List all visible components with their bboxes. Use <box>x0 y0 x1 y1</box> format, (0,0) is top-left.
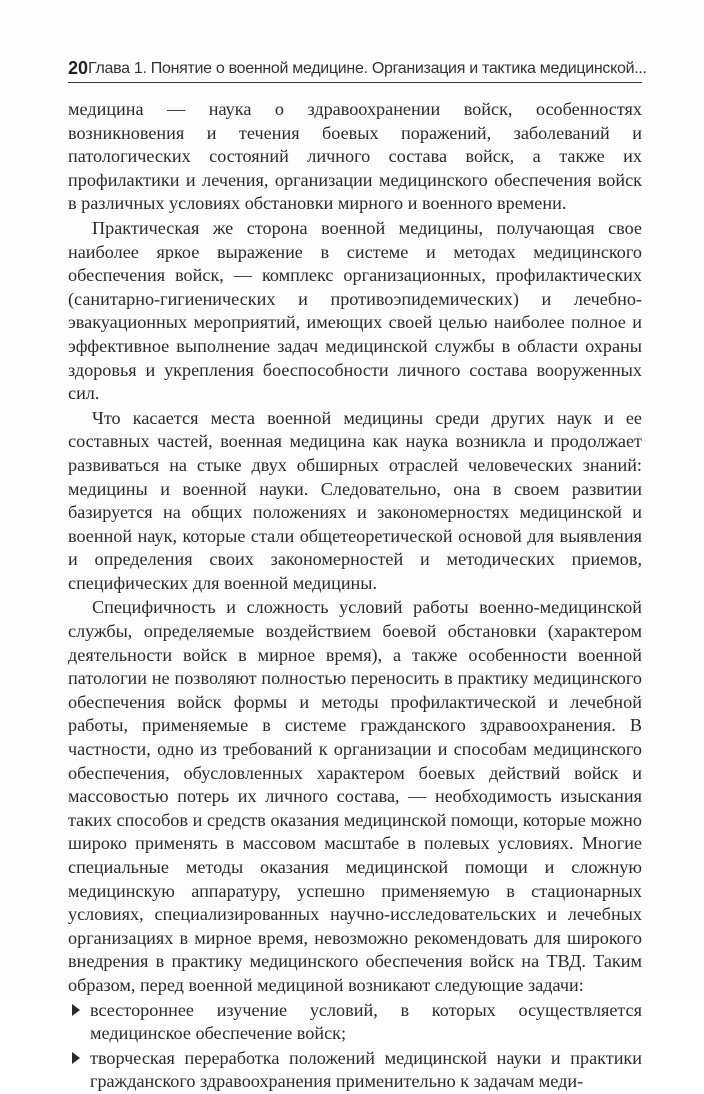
paragraph: медицина — наука о здравоохранении войск, особенностях возникновения и течения боевых поражений, заболеваний и патологических состояний личного состава войск, а также их профилактики и лечения, организации медицинского обеспечения войск в различных условиях обстановки мирного и военного времени. <box>68 99 642 214</box>
paragraph: Практическая же сторона военной медицины, получающая свое наиболее яркое выражение в системе и методах медицинского обеспечения войск, — комплекс организационных, профилактических (санитарно-гигиенических и противоэпидемических) и лечебно-эвакуационных мероприятий, имеющих своей целью наиболее полное и эффективное выполнение задач медицинской службы в области охраны здоровья и укрепления боеспособности личного состава вооруженных сил. <box>68 217 642 404</box>
page-header <box>68 56 647 83</box>
paragraph: Специфичность и сложность условий работы военно-медицинской службы, определяемые воздействием боевой обстановки (характером деятельности войск в мирное время), а также особенности военной патологии не позволяют полностью переносить в практику медицинского обеспечения войск формы и методы профилактической и лечебной работы, применяемые в системе гражданского здравоохранения. В частности, одно из требований к организации и способам медицинского обеспечения, обусловленных характером боевых действий войск и массовостью потерь их личного состава, — необходимость изыскания таких способов и средств оказания медицинской помощи, которые можно широко применять в массовом масштабе в полевых условиях. Многие специальные методы оказания медицинской помощи и сложную медицинскую аппаратуру, успешно применяемую в стационарных условиях, специализированных научно-исследовательских и лечебных организациях в мирное время, невозможно рекомендовать для широкого внедрения в практику медицинского обеспечения войск на ТВД. Таким образом, перед военной медициной возникают следующие задачи: <box>68 597 642 995</box>
page-number: 20 <box>68 58 89 78</box>
triangle-bullet-icon <box>72 1004 80 1016</box>
task-list-item <box>68 999 642 1046</box>
body-text <box>68 98 642 1094</box>
task-text: всестороннее изучение условий, в которых осуществляется медицинское обеспечение войск; <box>90 999 642 1044</box>
running-head: Глава 1. Понятие о военной медицине. Организация и тактика медицинской... <box>88 60 647 77</box>
paragraph: Что касается места военной медицины среди других наук и ее составных частей, военная медицина как наука возникла и продолжает развиваться на стыке двух обширных отраслей человеческих знаний: медицины и военной науки. Следовательно, она в своем развитии базируется на общих положениях и закономерностях медицинской и военной наук, которые стали общетеоретической основой для выявления и определения своих закономерностей и методических приемов, специфических для военной медицины. <box>68 407 642 593</box>
task-list <box>68 999 642 1094</box>
task-list-item <box>68 1047 642 1094</box>
triangle-bullet-icon <box>72 1052 80 1064</box>
task-text: творческая переработка положений медицинской науки и практики гражданского здравоохранения применительно к задачам меди- <box>90 1047 642 1092</box>
